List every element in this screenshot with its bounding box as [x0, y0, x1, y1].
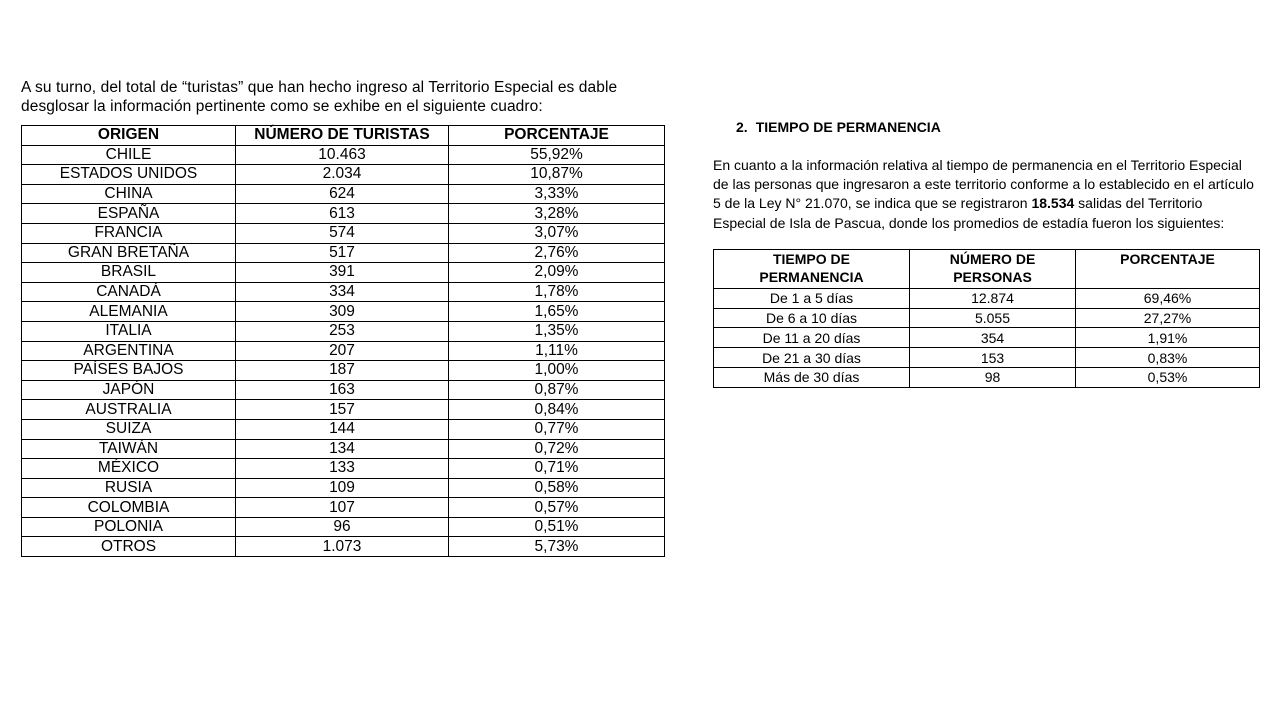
table-cell: 187 [236, 361, 449, 381]
table-cell: De 1 a 5 días [714, 288, 910, 308]
table-row [22, 204, 665, 224]
table-cell: 1,35% [449, 321, 665, 341]
table-cell: 0,77% [449, 419, 665, 439]
table-cell: FRANCIA [22, 223, 236, 243]
table-cell: 624 [236, 184, 449, 204]
table-cell: ALEMANIA [22, 302, 236, 322]
table-cell: CANADÁ [22, 282, 236, 302]
paragraph-bold-value: 18.534 [1031, 195, 1075, 212]
table-cell: 10.463 [236, 145, 449, 165]
table-row [22, 302, 665, 322]
table-cell: 98 [910, 368, 1076, 388]
table-cell: 2,76% [449, 243, 665, 263]
table-row [22, 321, 665, 341]
permanence-paragraph [713, 156, 1259, 233]
table-row [22, 380, 665, 400]
table-cell: 1.073 [236, 537, 449, 557]
table-cell: 10,87% [449, 165, 665, 185]
table-cell: 613 [236, 204, 449, 224]
table-cell: 157 [236, 400, 449, 420]
table-cell: 517 [236, 243, 449, 263]
table-cell: 109 [236, 478, 449, 498]
table-cell: 334 [236, 282, 449, 302]
table-cell: ITALIA [22, 321, 236, 341]
table-cell: 5.055 [910, 308, 1076, 328]
header-cell: PORCENTAJE [1076, 249, 1260, 288]
table-cell: JAPÓN [22, 380, 236, 400]
table-cell: De 11 a 20 días [714, 328, 910, 348]
section-number: 2. [736, 119, 748, 135]
table-cell: 2,09% [449, 263, 665, 283]
table-cell: COLOMBIA [22, 498, 236, 518]
table-cell: 0,83% [1076, 348, 1260, 368]
table-cell: CHINA [22, 184, 236, 204]
section-heading [736, 116, 1259, 139]
table-cell: 133 [236, 459, 449, 479]
table-cell: RUSIA [22, 478, 236, 498]
table-cell: 1,78% [449, 282, 665, 302]
table-cell: 0,57% [449, 498, 665, 518]
table-cell: 96 [236, 517, 449, 537]
table-cell: 1,91% [1076, 328, 1260, 348]
table-cell: BRASIL [22, 263, 236, 283]
table-cell: 354 [910, 328, 1076, 348]
table-cell: ESTADOS UNIDOS [22, 165, 236, 185]
table-cell: 253 [236, 321, 449, 341]
table-cell: 207 [236, 341, 449, 361]
section-title: TIEMPO DE PERMANENCIA [755, 119, 941, 135]
table-cell: SUIZA [22, 419, 236, 439]
table-cell: 0,53% [1076, 368, 1260, 388]
table-row [22, 263, 665, 283]
table-row [22, 184, 665, 204]
origin-table [21, 125, 665, 557]
table-cell: 1,65% [449, 302, 665, 322]
table-cell: 134 [236, 439, 449, 459]
table-row [22, 223, 665, 243]
table-row [22, 341, 665, 361]
table-row [22, 243, 665, 263]
table-cell: 5,73% [449, 537, 665, 557]
header-cell: NÚMERO DE TURISTAS [236, 126, 449, 146]
table-row [714, 288, 1260, 308]
table-cell: 107 [236, 498, 449, 518]
header-cell: PORCENTAJE [449, 126, 665, 146]
paragraph-text: salidas del Territorio Especial de Isla de Pascua, donde los promedios de estadía fueron los siguientes: [713, 195, 1225, 231]
header-cell: NÚMERO DE PERSONAS [910, 249, 1076, 288]
table-cell: 0,72% [449, 439, 665, 459]
permanence-table [713, 249, 1260, 388]
table-cell: 0,51% [449, 517, 665, 537]
table-cell: CHILE [22, 145, 236, 165]
header-cell: TIEMPO DE PERMANENCIA [714, 249, 910, 288]
table-cell: 391 [236, 263, 449, 283]
permanence-table-header [714, 249, 1260, 288]
table-cell: 1,11% [449, 341, 665, 361]
header-cell: ORIGEN [22, 126, 236, 146]
table-cell: 3,28% [449, 204, 665, 224]
table-row [714, 308, 1260, 328]
table-cell: 144 [236, 419, 449, 439]
table-cell: OTROS [22, 537, 236, 557]
table-row [22, 459, 665, 479]
table-cell: 27,27% [1076, 308, 1260, 328]
table-row [22, 145, 665, 165]
table-cell: 153 [910, 348, 1076, 368]
origin-table-body [22, 145, 665, 556]
table-cell: 3,33% [449, 184, 665, 204]
table-cell: 12.874 [910, 288, 1076, 308]
table-cell: 0,71% [449, 459, 665, 479]
table-row [22, 537, 665, 557]
table-cell: 2.034 [236, 165, 449, 185]
table-cell: 574 [236, 223, 449, 243]
table-row [22, 419, 665, 439]
table-cell: MÉXICO [22, 459, 236, 479]
table-cell: GRAN BRETAÑA [22, 243, 236, 263]
table-cell: ARGENTINA [22, 341, 236, 361]
table-cell: Más de 30 días [714, 368, 910, 388]
table-cell: 55,92% [449, 145, 665, 165]
table-cell: POLONIA [22, 517, 236, 537]
table-cell: De 6 a 10 días [714, 308, 910, 328]
table-cell: AUSTRALIA [22, 400, 236, 420]
table-row [714, 328, 1260, 348]
table-cell: 1,00% [449, 361, 665, 381]
left-column [21, 78, 664, 557]
table-row [714, 368, 1260, 388]
table-cell: 163 [236, 380, 449, 400]
intro-paragraph: A su turno, del total de “turistas” que han hecho ingreso al Territorio Especial es dable desglosar la información pertinente como se exhibe en el siguiente cuadro: [21, 79, 618, 115]
table-cell: TAIWÁN [22, 439, 236, 459]
table-row [714, 348, 1260, 368]
table-cell: De 21 a 30 días [714, 348, 910, 368]
table-cell: 0,58% [449, 478, 665, 498]
table-row [22, 165, 665, 185]
table-cell: 0,84% [449, 400, 665, 420]
right-column [713, 116, 1259, 388]
table-row [22, 439, 665, 459]
table-row [22, 517, 665, 537]
table-row [22, 282, 665, 302]
permanence-table-body [714, 288, 1260, 387]
origin-table-header [22, 126, 665, 146]
table-row [22, 478, 665, 498]
table-cell: PAÍSES BAJOS [22, 361, 236, 381]
table-cell: 3,07% [449, 223, 665, 243]
table-cell: ESPAÑA [22, 204, 236, 224]
table-row [22, 498, 665, 518]
table-cell: 69,46% [1076, 288, 1260, 308]
paragraph-text: En cuanto a la información relativa al tiempo de permanencia en el Territorio Especial de las personas que ingresaron a este territorio conforme a lo establecido en el artículo 5 de la Ley N° 21.070, se indica que se registraron [713, 157, 1254, 212]
table-cell: 0,87% [449, 380, 665, 400]
table-cell: 309 [236, 302, 449, 322]
table-row [22, 400, 665, 420]
table-row [22, 361, 665, 381]
